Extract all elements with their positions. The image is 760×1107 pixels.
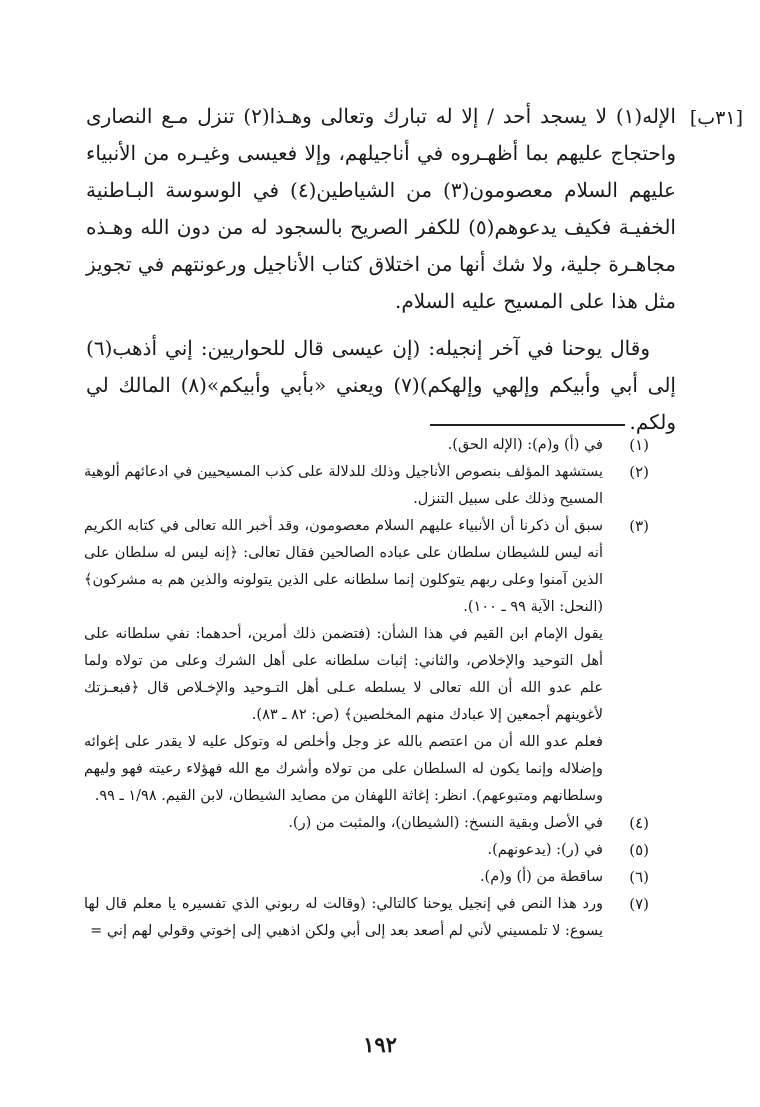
footnote-text: يستشهد المؤلف بنصوص الأناجيل وذلك للدلالة على كذب المسيحيين في ادعائهم ألوهية المسيح وذلك على سبيل التنزل. bbox=[84, 464, 603, 507]
footnote-body bbox=[84, 432, 603, 459]
footnote-text: ساقطة من (أ) و(م). bbox=[479, 869, 603, 885]
main-paragraph: الإله(١) لا يسجد أحد / إلا له تبارك وتعالى وهـذا(٢) تنزل مـع النصارى واحتجاج عليهم بما أظهـروه في أناجيلهم، وإلا فعيسى وغيـره من الأنبياء عليهم السلام معصومون(٣) من الشياطين(٤) في الوسوسة البـاطنية الخفيـة فكيف يدعوهم(٥) للكفر الصريح بالسجود له من دون الله وهـذه مجاهـرة جلية، ولا شك أنها من اختلاق كتاب الأناجيل ورعونتهم في تجويز مثل هذا على المسيح عليه السلام. bbox=[86, 104, 676, 313]
footnote-text: ورد هذا النص في إنجيل يوحنا كالتالي: (وقالت له ربوني الذي تفسيره يا معلم قال لها يسوع: لا تلمسيني لأني لم أصعد بعد إلى أبي ولكن اذهبي إلى إخوتي وقولي لهم إني = bbox=[84, 896, 603, 939]
footnote bbox=[84, 891, 649, 945]
footnote-text: فعلم عدو الله أن من اعتصم بالله عز وجل وأخلص له وتوكل عليه لا يقدر على إغوائه وإضلاله وإنما يكون له السلطان على من تولاه وأشرك مع الله فهؤلاء رعيته فهو وليهم وسلطانهم ومتبوعهم). انظر: إغاثة اللهفان من مصايد الشيطان، لابن القيم. ١/٩٨ ـ ٩٩. bbox=[84, 734, 603, 804]
footnote-body bbox=[84, 864, 603, 891]
footnote-number: (٦) bbox=[629, 868, 649, 886]
footnote-text: سبق أن ذكرنا أن الأنبياء عليهم السلام معصومون، وقد أخبر الله تعالى في كتابه الكريم أنه ليس للشيطان سلطان على عباده الصالحين فقال تعالى: ﴿إنه ليس له سلطان على الذين آمنوا وعلى ربهم يتوكلون إنما سلطانه على الذين يتولونه والذين هم به مشركون﴾ (النحل: الآية ٩٩ ـ ١٠٠). bbox=[84, 518, 603, 615]
footnote bbox=[84, 837, 649, 864]
footnote-body bbox=[84, 837, 603, 864]
footnote-body bbox=[84, 459, 603, 513]
footnote-text: في (أ) و(م): (الإله الحق). bbox=[447, 437, 603, 453]
footnote-number: (٣) bbox=[629, 517, 649, 535]
footnote-body bbox=[84, 513, 603, 810]
footnote-separator bbox=[430, 424, 625, 426]
footnote-text: في الأصل وبقية النسخ: (الشيطان)، والمثبت من (ر). bbox=[288, 815, 603, 831]
main-paragraph: وقال يوحنا في آخر إنجيله: (إن عيسى قال للحواريين: إني أذهب(٦) إلى أبي وأبيكم وإلهي وإلهكم)(٧) ويعني «بأبي وأبيكم»(٨) المالك لي ولكم. bbox=[86, 336, 676, 434]
footnote bbox=[84, 459, 649, 513]
folio-marker: [٣١ب] bbox=[689, 107, 743, 129]
page-number: ١٩٢ bbox=[363, 1032, 397, 1057]
footnote-body bbox=[84, 891, 603, 945]
main-text bbox=[86, 98, 676, 441]
footnotes bbox=[84, 432, 649, 945]
footnote-text: يقول الإمام ابن القيم في هذا الشأن: (فتضمن ذلك أمرين، أحدهما: نفي سلطانه على أهل التوحيد والإخلاص، والثاني: إثبات سلطانه على أهل الشرك وعلى من تولاه ولما علم عدو الله أن الله تعالى لا يسلطه عـلى أهل التـوحيد والإخـلاص قال ﴿فبعـزتك لأغوينهم أجمعين إلا عبادك منهم المخلصين﴾ (ص: ٨٢ ـ ٨٣). bbox=[84, 626, 603, 723]
footnote-number: (٧) bbox=[629, 895, 649, 913]
footnote bbox=[84, 810, 649, 837]
footnote bbox=[84, 432, 649, 459]
footnote bbox=[84, 864, 649, 891]
footnote bbox=[84, 513, 649, 810]
footnote-number: (١) bbox=[629, 436, 649, 454]
footnote-number: (٢) bbox=[629, 463, 649, 481]
footnote-number: (٤) bbox=[629, 814, 649, 832]
footnote-body bbox=[84, 810, 603, 837]
footnote-number: (٥) bbox=[629, 841, 649, 859]
footnote-text: في (ر): (يدعونهم). bbox=[487, 842, 603, 858]
